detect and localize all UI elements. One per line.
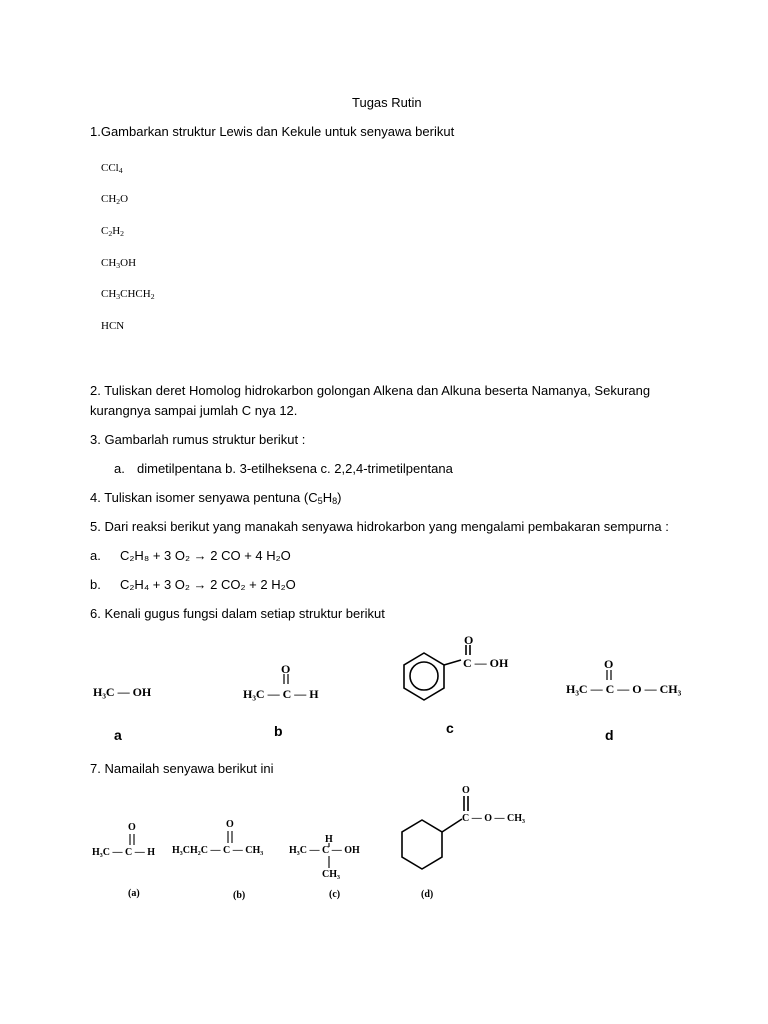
compound-7d-tail: C — O — CH₃	[462, 813, 525, 824]
formula-ch2o: $CH_2O$	[101, 193, 129, 206]
compound-7a: H₃C — C — H	[92, 847, 155, 858]
question-3: 3. Gambarlah rumus struktur berikut :	[90, 432, 306, 447]
formula-c2h2: $C_2H_2$	[101, 225, 124, 238]
formula-ch3oh: $CH_3OH$	[101, 257, 137, 270]
page-title: Tugas Rutin	[352, 95, 422, 110]
question-1: 1.Gambarkan struktur Lewis dan Kekule untuk senyawa berikut	[90, 124, 455, 139]
label-b: b	[274, 723, 283, 739]
reaction-b-label: b.	[90, 577, 101, 592]
label-7c: (c)	[329, 889, 341, 900]
compound-7b: H₃CH₂C — C — CH₃	[172, 845, 264, 856]
structure-c-tail: C — OH	[463, 656, 509, 670]
reaction-a-label: a.	[90, 548, 101, 563]
carbonyl-bond-7b	[228, 831, 232, 843]
question-3-item-label: a.	[114, 461, 125, 476]
compound-7c: H₃C — C — OH	[289, 845, 360, 856]
structure-d-oxygen: O	[604, 657, 614, 671]
benzene-ring-c	[404, 645, 470, 700]
compound-7b-oxygen: O	[226, 819, 234, 830]
structure-c-oxygen: O	[464, 633, 474, 647]
compound-7c-h: H	[325, 834, 333, 845]
formula-ccl4: CCl$_4$	[101, 162, 123, 175]
structure-d: H₃C — C — O — CH₃	[566, 682, 682, 696]
label-7d: (d)	[421, 889, 434, 900]
label-c: c	[446, 720, 454, 736]
question-4: 4. Tuliskan isomer senyawa pentuna $(C_5H_8)$	[90, 490, 342, 506]
carbonyl-bond-7a	[130, 834, 134, 845]
reaction-b-equation: C₂H₄ + 3 O₂ → 2 CO₂ + 2 H₂O	[120, 577, 296, 592]
compound-7c-ch3: CH₃	[322, 869, 340, 880]
label-7b: (b)	[233, 890, 246, 901]
formula-hcn: HCN	[101, 320, 125, 332]
compound-7a-oxygen: O	[128, 822, 136, 833]
structure-b-oxygen: O	[281, 662, 291, 676]
structure-b: H₃C — C — H	[243, 687, 319, 701]
question-2-line2: kurangnya sampai jumlah C nya 12.	[90, 403, 298, 418]
label-7a: (a)	[128, 888, 140, 899]
cyclohexane-ring-7d	[402, 796, 468, 869]
question-5: 5. Dari reaksi berikut yang manakah senyawa hidrokarbon yang mengalami pembakaran sempurna :	[90, 519, 669, 534]
question-7: 7. Namailah senyawa berikut ini	[90, 761, 274, 776]
label-d: d	[605, 727, 614, 743]
structure-a: H₃C — OH	[93, 685, 152, 699]
formula-ch3chch2: $CH_3CHCH_2$	[101, 288, 155, 301]
label-a: a	[114, 727, 122, 743]
question-3-items: dimetilpentana b. 3-etilheksena c. 2,2,4-trimetilpentana	[137, 461, 453, 476]
question-6: 6. Kenali gugus fungsi dalam setiap struktur berikut	[90, 606, 385, 621]
compound-7d-oxygen: O	[462, 785, 470, 796]
reaction-a-equation: C₂H₈ + 3 O₂ → 2 CO + 4 H₂O	[120, 548, 291, 563]
question-2-line1: 2. Tuliskan deret Homolog hidrokarbon golongan Alkena dan Alkuna beserta Namanya, Sekurang	[90, 383, 651, 398]
